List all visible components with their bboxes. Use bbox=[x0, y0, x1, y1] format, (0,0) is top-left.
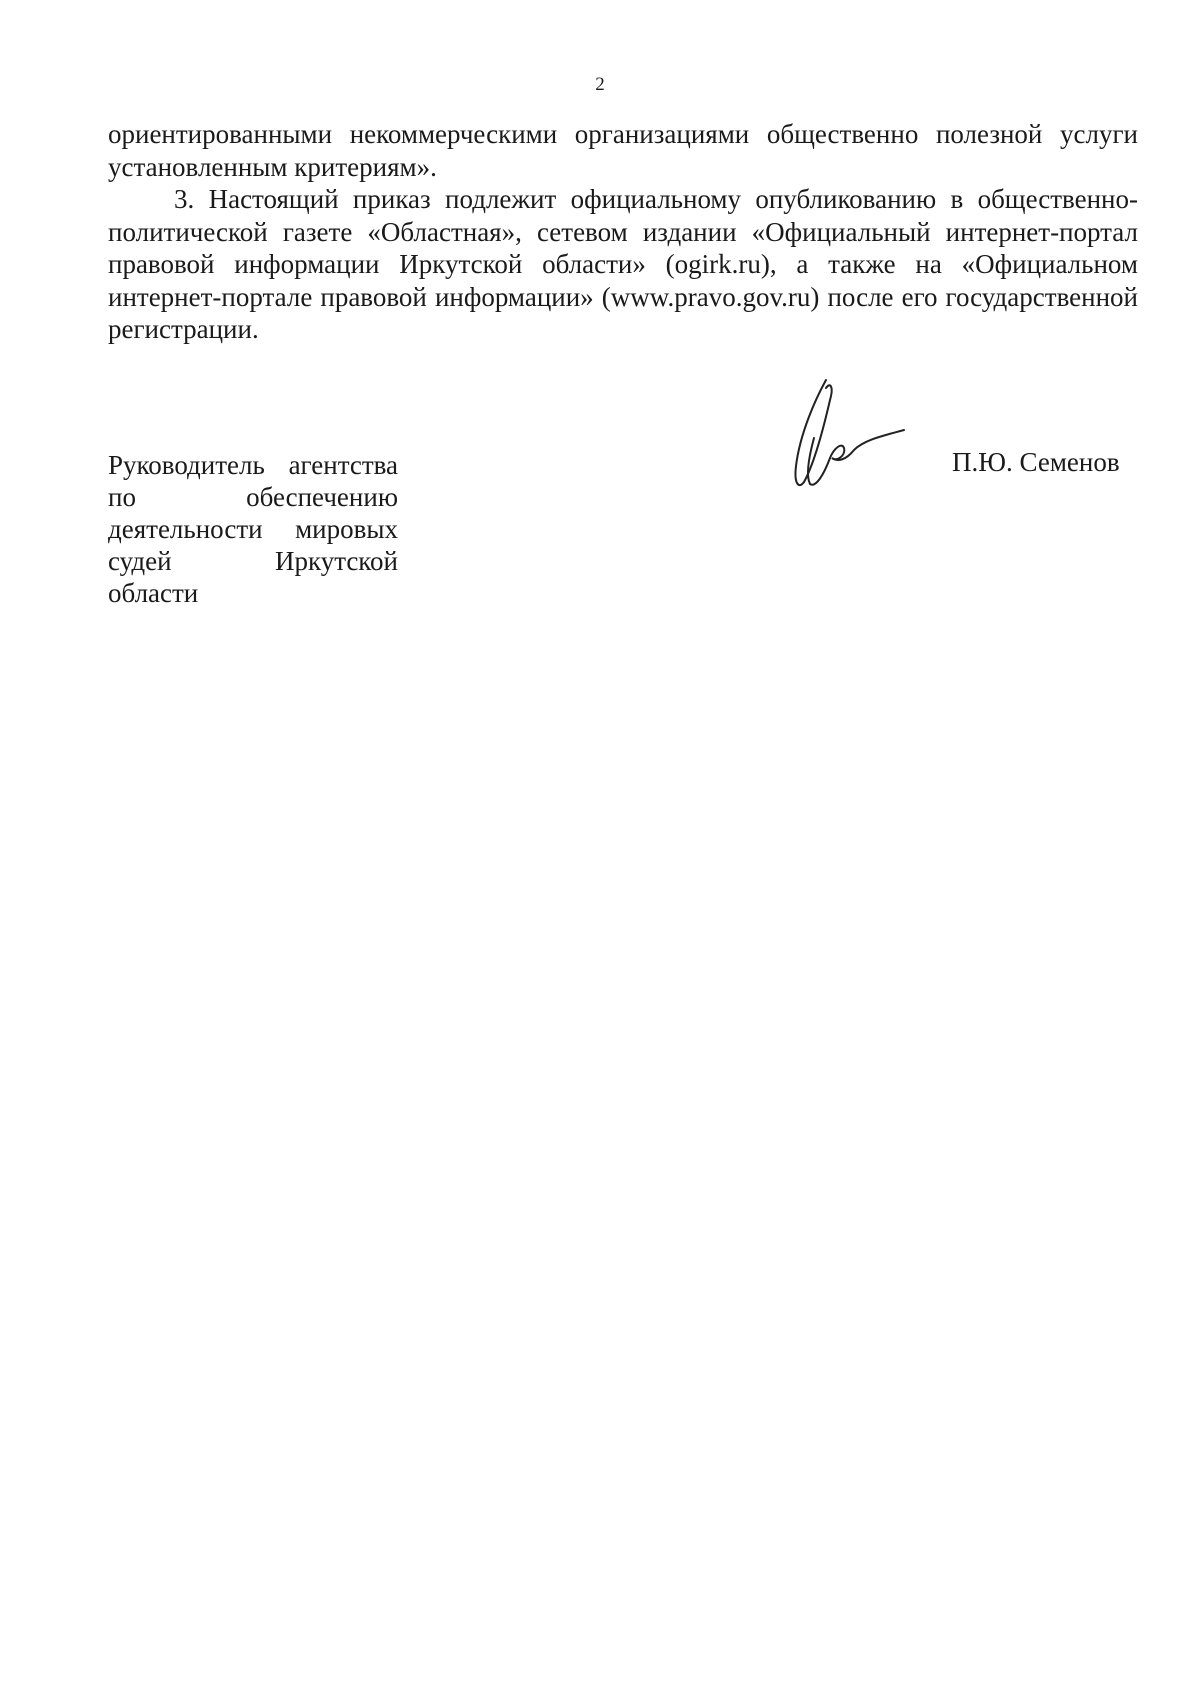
signer-name: П.Ю. Семенов bbox=[952, 447, 1120, 477]
paragraph-continuation: ориентированными некоммерческими организациями общественно полезной услуги установленным критериям». bbox=[108, 119, 1138, 182]
document-body bbox=[108, 118, 1138, 346]
signer-title: Руководитель агентства по обеспечению деятельности мировых судей Иркутской области bbox=[108, 450, 398, 608]
paragraph-item-3: 3. Настоящий приказ подлежит официальному опубликованию в общественно-политической газете «Областная», сетевом издании «Официальный интернет-портал правовой информации Иркутской области» (ogirk.ru), а также на «Официальном интернет-портале правовой информации» (www.pravo.gov.ru) после его государственной регистрации. bbox=[108, 184, 1138, 344]
page-number: 2 bbox=[595, 74, 605, 95]
handwritten-signature bbox=[786, 378, 906, 503]
